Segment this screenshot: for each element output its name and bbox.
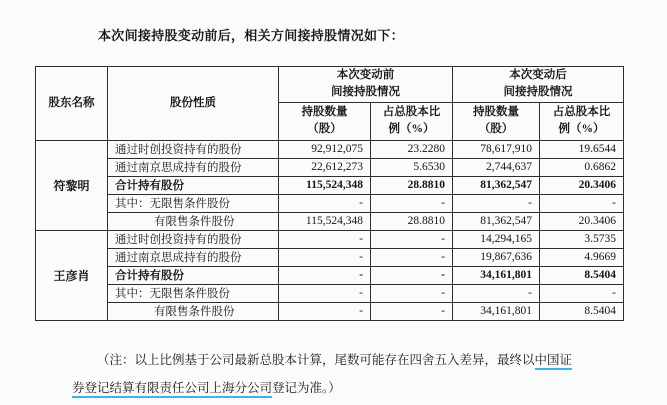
cell-value: 5.6530 xyxy=(371,158,453,176)
cell-value: - xyxy=(540,194,624,212)
row-label: 合计持有股份 xyxy=(108,176,279,194)
table-row xyxy=(36,302,624,320)
header-pct-before-line2: 例（%） xyxy=(388,123,435,135)
cell-value: 28.8810 xyxy=(371,212,453,230)
cell-value: 92,912,075 xyxy=(279,140,371,158)
cell-value: 19,867,636 xyxy=(453,248,540,266)
cell-value: 115,524,348 xyxy=(279,176,371,194)
cell-value: - xyxy=(279,284,371,302)
cell-value: 19.6544 xyxy=(540,140,624,158)
cell-value: 20.3406 xyxy=(540,212,624,230)
table-row-total xyxy=(36,176,624,194)
shareholder-name: 符黎明 xyxy=(36,140,108,230)
header-pct-before-line1: 占总股本比 xyxy=(382,105,441,118)
cell-value: - xyxy=(371,248,453,266)
cell-value: 2,744,637 xyxy=(453,158,540,176)
footnote-line2 xyxy=(72,374,572,402)
footnote-line1 xyxy=(72,346,572,374)
cell-value: 81,362,547 xyxy=(453,212,540,230)
cell-value: 14,294,165 xyxy=(453,230,540,248)
cell-value: 22,612,273 xyxy=(279,158,371,176)
cell-value: 8.5404 xyxy=(540,266,624,284)
cell-value: - xyxy=(371,266,453,284)
row-label: 有限售条件股份 xyxy=(108,212,279,230)
cell-value: - xyxy=(371,230,453,248)
table-row xyxy=(36,212,624,230)
table-row xyxy=(36,284,624,302)
row-label: 有限售条件股份 xyxy=(108,302,279,320)
cell-value: - xyxy=(371,194,453,212)
section-title: 本次间接持股变动前后，相关方间接持股情况如下： xyxy=(98,28,404,43)
header-before-line2: 间接持股情况 xyxy=(331,86,400,99)
header-qty-after-line2: （股） xyxy=(478,123,514,135)
cell-value: 115,524,348 xyxy=(279,212,371,230)
header-before-line1: 本次变动前 xyxy=(336,69,395,81)
header-after-change xyxy=(453,67,624,103)
cell-value: 78,617,910 xyxy=(453,140,540,158)
cell-value: 0.6862 xyxy=(540,158,624,176)
header-after-line1: 本次变动后 xyxy=(509,69,567,81)
cell-value: - xyxy=(540,284,624,302)
row-label: 通过南京思成持有的股份 xyxy=(108,248,279,266)
header-pct-after xyxy=(540,102,624,140)
row-label: 通过时创投资持有的股份 xyxy=(108,230,279,248)
cell-value: - xyxy=(453,194,540,212)
cell-value: 34,161,801 xyxy=(453,302,540,320)
header-share-nature: 股份性质 xyxy=(108,67,279,141)
table-row-total xyxy=(36,266,624,284)
footnote-registrar-name-part2: 券登记结算有限责任公司上海分公司 xyxy=(72,381,272,398)
header-after-line2: 间接持股情况 xyxy=(503,86,573,99)
cell-value: - xyxy=(371,284,453,302)
footnote-text-end: 登记为准。） xyxy=(272,381,341,395)
footnote xyxy=(72,346,572,402)
row-label: 其中：无限售条件股份 xyxy=(108,194,279,212)
cell-value: - xyxy=(279,266,371,284)
footnote-registrar-name-part1: 中国证 xyxy=(535,353,573,370)
row-label: 通过时创投资持有的股份 xyxy=(108,140,279,158)
table-row xyxy=(36,248,624,266)
header-pct-after-line1: 占总股本比 xyxy=(552,105,611,118)
cell-value: 8.5404 xyxy=(540,302,624,320)
cell-value: 34,161,801 xyxy=(453,266,540,284)
table-row xyxy=(36,140,624,158)
footnote-text: （注：以上比例基于公司最新总股本计算，尾数可能存在四舍五入差异，最终以 xyxy=(97,353,535,367)
cell-value: - xyxy=(279,194,371,212)
header-pct-after-line2: 例（%） xyxy=(558,123,605,135)
shareholding-table xyxy=(35,66,624,321)
row-label: 其中：无限售条件股份 xyxy=(108,284,279,302)
header-pct-before xyxy=(371,102,453,140)
table-header-row-groups xyxy=(36,67,624,103)
header-before-change xyxy=(279,67,453,103)
cell-value: 28.8810 xyxy=(371,176,453,194)
shareholder-name: 王彦肖 xyxy=(36,230,108,320)
header-qty-after-line1: 持股数量 xyxy=(473,105,519,118)
table-row xyxy=(36,158,624,176)
cell-value: - xyxy=(453,284,540,302)
row-label: 合计持有股份 xyxy=(108,266,279,284)
cell-value: - xyxy=(371,302,453,320)
header-qty-before-line1: 持股数量 xyxy=(301,105,348,118)
header-qty-before xyxy=(279,102,371,140)
cell-value: 20.3406 xyxy=(540,176,624,194)
row-label: 通过南京思成持有的股份 xyxy=(108,158,279,176)
cell-value: - xyxy=(279,302,371,320)
cell-value: 3.5735 xyxy=(540,230,624,248)
header-qty-after xyxy=(453,102,540,140)
header-shareholder-name: 股东名称 xyxy=(36,67,108,141)
table-row xyxy=(36,230,624,248)
cell-value: - xyxy=(279,230,371,248)
cell-value: 81,362,547 xyxy=(453,176,540,194)
cell-value: 4.9669 xyxy=(540,248,624,266)
header-qty-before-line2: （股） xyxy=(307,123,342,135)
cell-value: - xyxy=(279,248,371,266)
cell-value: 23.2280 xyxy=(371,140,453,158)
table-row xyxy=(36,194,624,212)
